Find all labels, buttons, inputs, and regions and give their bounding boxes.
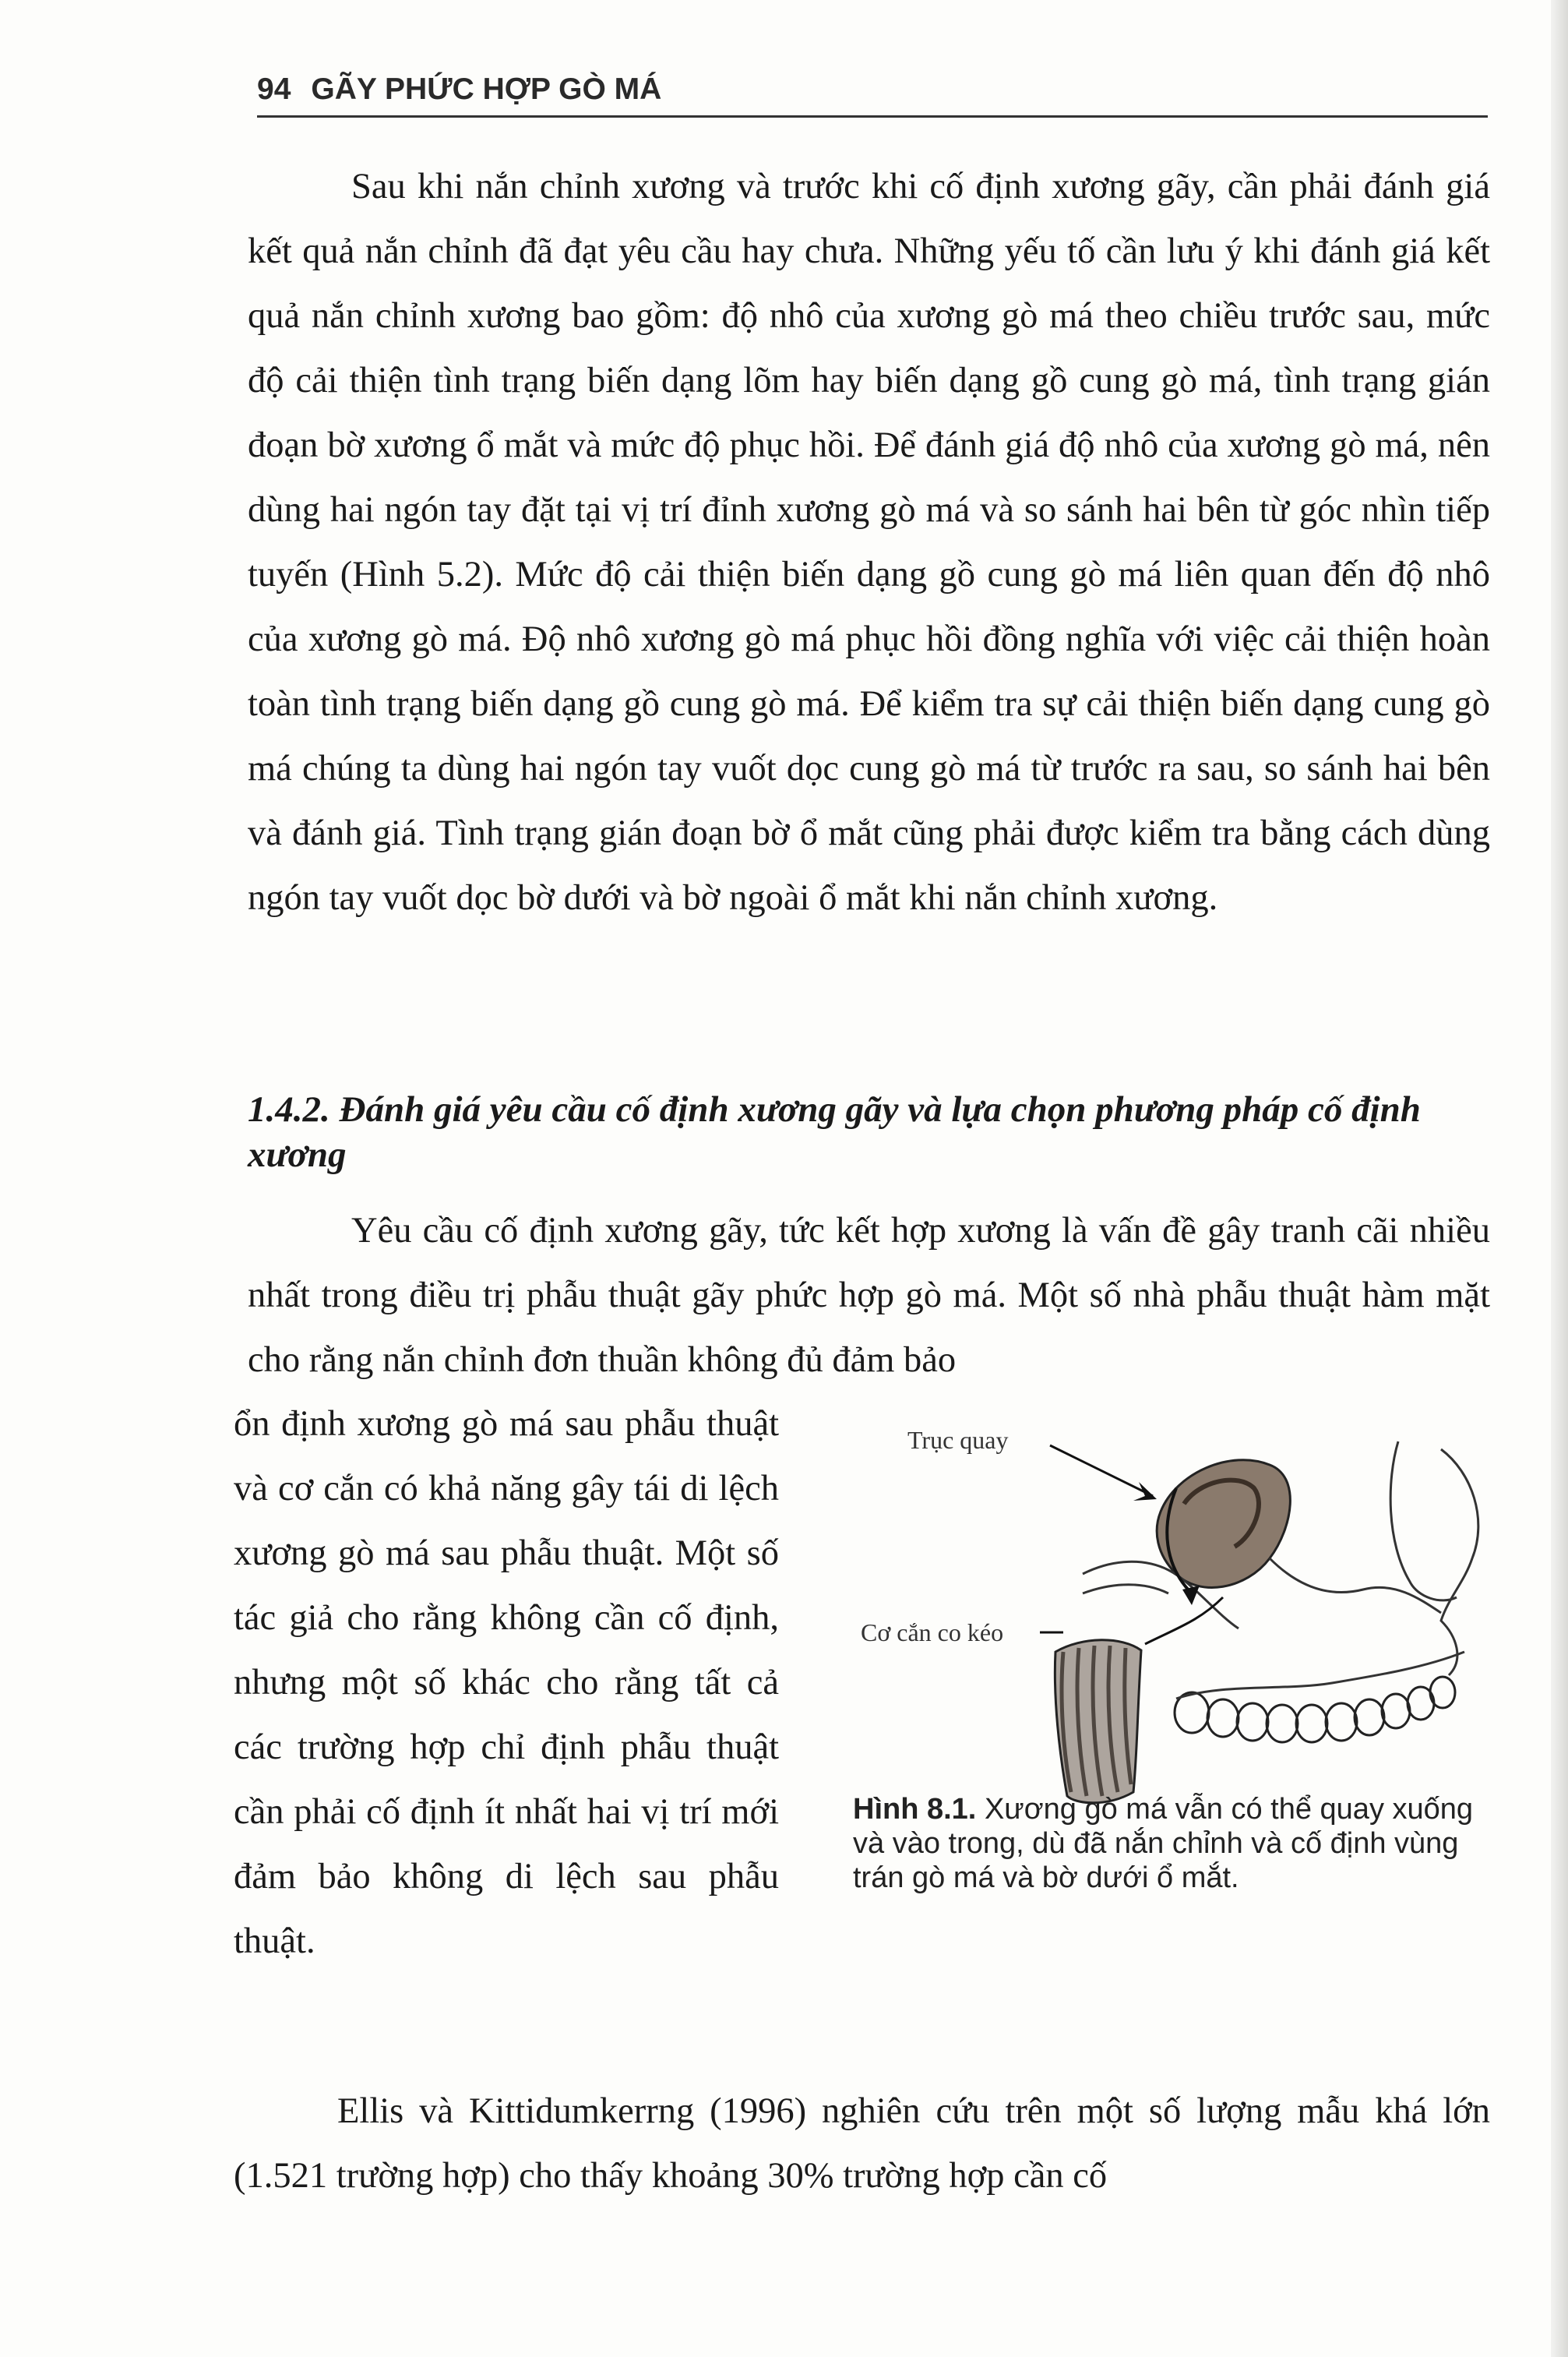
- paragraph-fixation-wrap: ổn định xương gò má sau phẫu thuật và cơ cắn có khả năng gây tái di lệch xương gò má sau phẫu thuật. Một số tác giả cho rằng không cần cố định, nhưng một số khác cho rằng tất cả các trường hợp chỉ định phẫu thuật cần phải cố định ít nhất hai vị trí mới đảm bảo không di lệch sau phẫu thuật.: [234, 1404, 779, 1961]
- figure-label-muscle: Cơ cắn co kéo: [861, 1618, 1004, 1646]
- caption-text: Xương gò má vẫn có thể quay xuống và vào trong, dù đã nắn chỉnh và cố định vùng trán gò má và bờ dưới ổ mắt.: [853, 1793, 1474, 1894]
- chapter-title: GÃY PHỨC HỢP GÒ MÁ: [311, 72, 662, 106]
- paragraph-ellis-study: Ellis và Kittidumkerrng (1996) nghiên cứu trên một số lượng mẫu khá lớn (1.521 trường hợp) cho thấy khoảng 30% trường hợp cần cố: [234, 2091, 1490, 2196]
- figure-label-axis: Trục quay: [907, 1426, 1009, 1454]
- page-number: 94: [257, 72, 291, 106]
- paragraph-fixation-intro: Yêu cầu cố định xương gãy, tức kết hợp xương là vấn đề gây tranh cãi nhiều nhất trong điều trị phẫu thuật gãy phức hợp gò má. Một số nhà phẫu thuật hàm mặt cho rằng nắn chỉnh đơn thuần không đủ đảm bảo: [248, 1211, 1490, 1380]
- header-rule: [257, 115, 1488, 118]
- caption-number: Hình 8.1.: [853, 1793, 977, 1826]
- page-edge-shadow: [1551, 0, 1568, 2357]
- figure-caption: [853, 1792, 1484, 1895]
- section-heading: 1.4.2. Đánh giá yêu cầu cố định xương gãy và lựa chọn phương pháp cố định xương: [248, 1089, 1421, 1175]
- zygoma-illustration: [849, 1403, 1496, 1808]
- paragraph-assessment: Sau khi nắn chỉnh xương và trước khi cố định xương gãy, cần phải đánh giá kết quả nắn chỉnh đã đạt yêu cầu hay chưa. Những yếu tố cần lưu ý khi đánh giá kết quả nắn chỉnh xương bao gồm: độ nhô của xương gò má theo chiều trước sau, mức độ cải thiện tình trạng biến dạng lõm hay biến dạng gồ cung gò má, tình trạng gián đoạn bờ xương ổ mắt và mức độ phục hồi. Để đánh giá độ nhô của xương gò má, nên dùng hai ngón tay đặt tại vị trí đỉnh xương gò má và so sánh hai bên từ góc nhìn tiếp tuyến (Hình 5.2). Mức độ cải thiện biến dạng gồ cung gò má liên quan đến độ nhô của xương gò má. Độ nhô xương gò má phục hồi đồng nghĩa với việc cải thiện hoàn toàn tình trạng biến dạng gồ cung gò má. Để kiểm tra sự cải thiện biến dạng cung gò má chúng ta dùng hai ngón tay vuốt dọc cung gò má từ trước ra sau, so sánh hai bên và đánh giá. Tình trạng gián đoạn bờ ổ mắt cũng phải được kiểm tra bằng cách dùng ngón tay vuốt dọc bờ dưới và bờ ngoài ổ mắt khi nắn chỉnh xương.: [248, 167, 1490, 918]
- figure-zygoma-rotation: [849, 1403, 1496, 1823]
- running-header: [257, 62, 1488, 117]
